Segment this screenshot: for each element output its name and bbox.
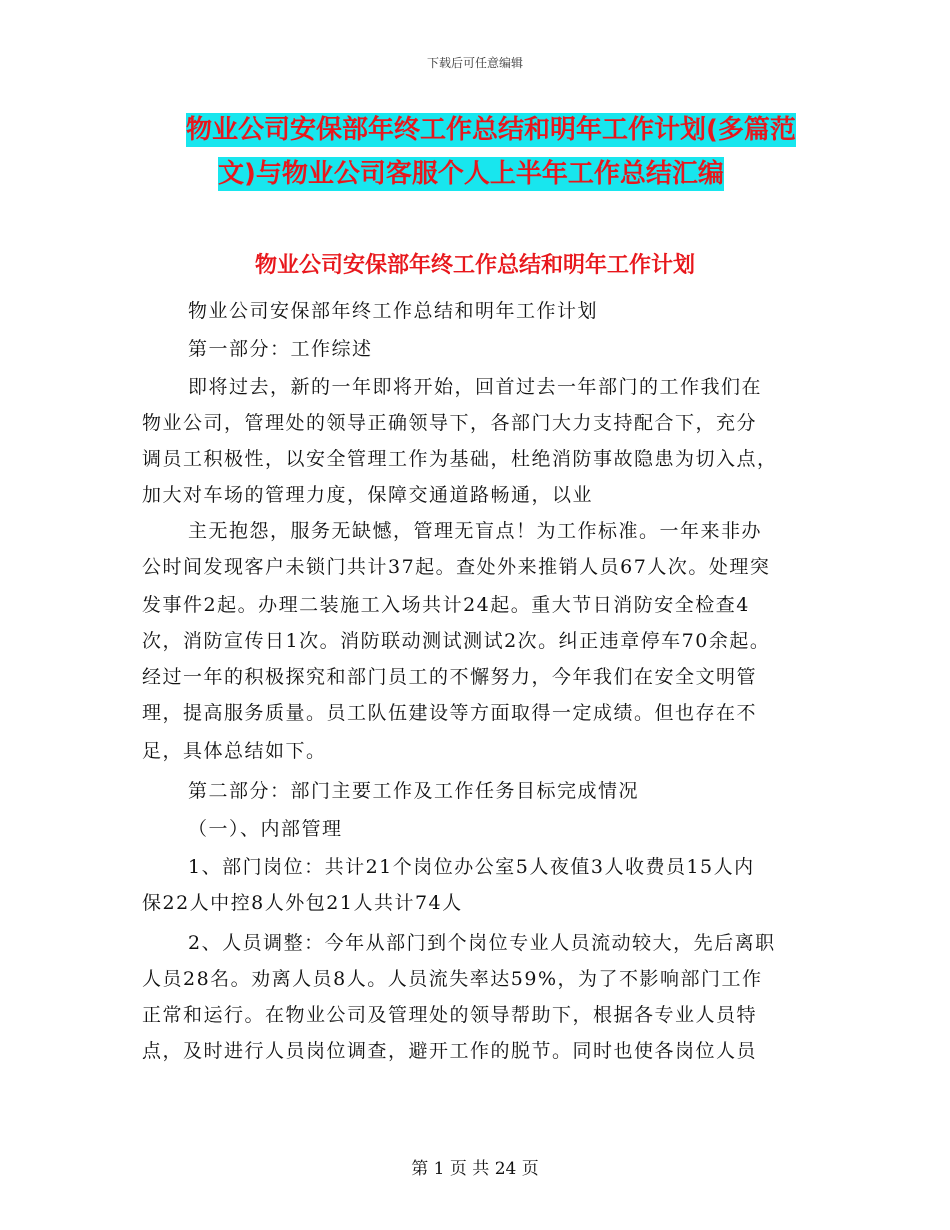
paragraph-line: 第一部分：工作综述 — [188, 338, 373, 360]
title-highlight-1: 物业公司安保部年终工作总结和明年工作计划(多篇范 — [186, 115, 796, 145]
paragraph-line: 正常和运行。在物业公司及管理处的领导帮助下，根据各专业人员特 — [142, 1004, 758, 1026]
title-highlight-2: 文)与物业公司客服个人上半年工作总结汇编 — [218, 159, 724, 189]
paragraph-line: 点，及时进行人员岗位调查，避开工作的脱节。同时也使各岗位人员 — [142, 1040, 758, 1062]
paragraph-line: 保22人中控8人外包21人共计74人 — [142, 892, 463, 914]
paragraph-line: 经过一年的积极探究和部门员工的不懈努力，今年我们在安全文明管 — [142, 666, 758, 688]
paragraph-line: 加大对车场的管理力度，保障交通道路畅通，以业 — [142, 484, 594, 506]
paragraph-line: 发事件2起。办理二装施工入场共计24起。重大节日消防安全检查4 — [142, 594, 750, 616]
paragraph-line: 物业公司，管理处的领导正确领导下，各部门大力支持配合下，充分 — [142, 412, 758, 434]
paragraph-line: 主无抱怨，服务无缺憾，管理无盲点！为工作标准。一年来非办 — [188, 520, 763, 542]
paragraph-line: 理，提高服务质量。员工队伍建设等方面取得一定成绩。但也存在不 — [142, 702, 758, 724]
document-title-line-1 — [186, 112, 816, 148]
document-title-line-2 — [218, 156, 848, 192]
paragraph-line: 2、人员调整：今年从部门到个岗位专业人员流动较大，先后离职 — [188, 932, 776, 954]
paragraph-line: 第二部分：部门主要工作及工作任务目标完成情况 — [188, 780, 640, 802]
header-note: 下载后可任意编辑 — [426, 56, 523, 70]
paragraph-line: （一）、内部管理 — [188, 818, 343, 840]
paragraph-line: 调员工积极性，以安全管理工作为基础，杜绝消防事故隐患为切入点， — [142, 448, 778, 470]
paragraph-line: 足，具体总结如下。 — [142, 740, 327, 762]
section-title: 物业公司安保部年终工作总结和明年工作计划 — [254, 253, 695, 278]
paragraph-line: 即将过去，新的一年即将开始，回首过去一年部门的工作我们在 — [188, 376, 763, 398]
paragraph-line: 1、部门岗位：共计21个岗位办公室5人夜值3人收费员15人内 — [188, 856, 755, 878]
paragraph-line: 物业公司安保部年终工作总结和明年工作计划 — [188, 300, 599, 322]
paragraph-line: 公时间发现客户未锁门共计37起。查处外来推销人员67人次。处理突 — [142, 556, 771, 578]
paragraph-line: 人员28名。劝离人员8人。人员流失率达59%，为了不影响部门工作 — [142, 968, 763, 990]
paragraph-line: 次，消防宣传日1次。消防联动测试测试2次。纠正违章停车70余起。 — [142, 630, 771, 652]
page-number: 第 1 页 共 24 页 — [411, 1159, 539, 1179]
